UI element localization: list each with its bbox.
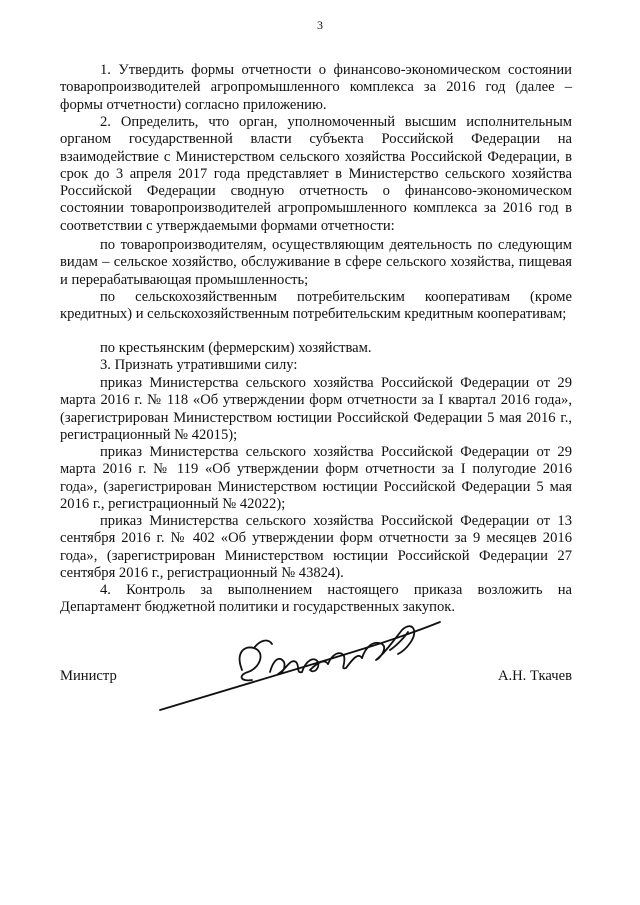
paragraph-3: 3. Признать утратившими силу: [100,357,298,373]
paragraph-2-item-3: по крестьянским (фермерским) хозяйствам. [100,340,372,356]
signer-name: А.Н. Ткачев [497,668,572,684]
paragraph-2-item-2: по сельскохозяйственным потребительским кооперативам (кроме кредитных) и сельскохозяйственным потребительским кредитным кооперативам; [60,289,572,323]
paragraph-3-item-1: приказ Министерства сельского хозяйства Российской Федерации от 29 марта 2016 г. № 118 «Об утверждении форм отчетности за I квартал 2016 года», (зарегистрирован Министерством юстиции Российской Федерации 5 мая 2016 г., регистрационный № 42015); [60,375,572,443]
signer-position: Министр [60,668,117,684]
paragraph-4: 4. Контроль за выполнением настоящего приказа возложить на Департамент бюджетной политики и государственных закупок. [60,582,572,616]
handwritten-signature [150,610,450,720]
paragraph-3-item-3: приказ Министерства сельского хозяйства Российской Федерации от 13 сентября 2016 г. № 402 «Об утверждении форм отчетности за 9 месяцев 2016 года», (зарегистрирован Министерством юстиции Российской Федерации 27 сентября 2016 г., регистрационный № 43824). [60,513,572,581]
paragraph-3-item-2: приказ Министерства сельского хозяйства Российской Федерации от 29 марта 2016 г. № 119 «Об утверждении форм отчетности за I полугодие 2016 года», (зарегистрирован Министерством юстиции Российской Федерации 5 мая 2016 г., регистрационный № 42022); [60,444,572,512]
page-number: 3 [317,18,323,32]
paragraph-1: 1. Утвердить формы отчетности о финансово-экономическом состоянии товаропроизводителей агропромышленного комплекса за 2016 год (далее – формы отчетности) согласно приложению. [60,62,572,113]
paragraph-2: 2. Определить, что орган, уполномоченный высшим исполнительным органом государственной власти субъекта Российской Федерации на взаимодействие с Министерством сельского хозяйства Российской Федерации, в срок до 3 апреля 2017 года представляет в Министерство сельского хозяйства Российской Федерации сводную отчетность о финансово-экономическом состоянии товаропроизводителей агропромышленного комплекса за 2016 год в соответствии с утверждаемыми формами отчетности: [60,114,572,234]
paragraph-2-item-1: по товаропроизводителям, осуществляющим деятельность по следующим видам – сельское хозяйство, обслуживание в сфере сельского хозяйства, пищевая и перерабатывающая промышленность; [60,237,572,288]
